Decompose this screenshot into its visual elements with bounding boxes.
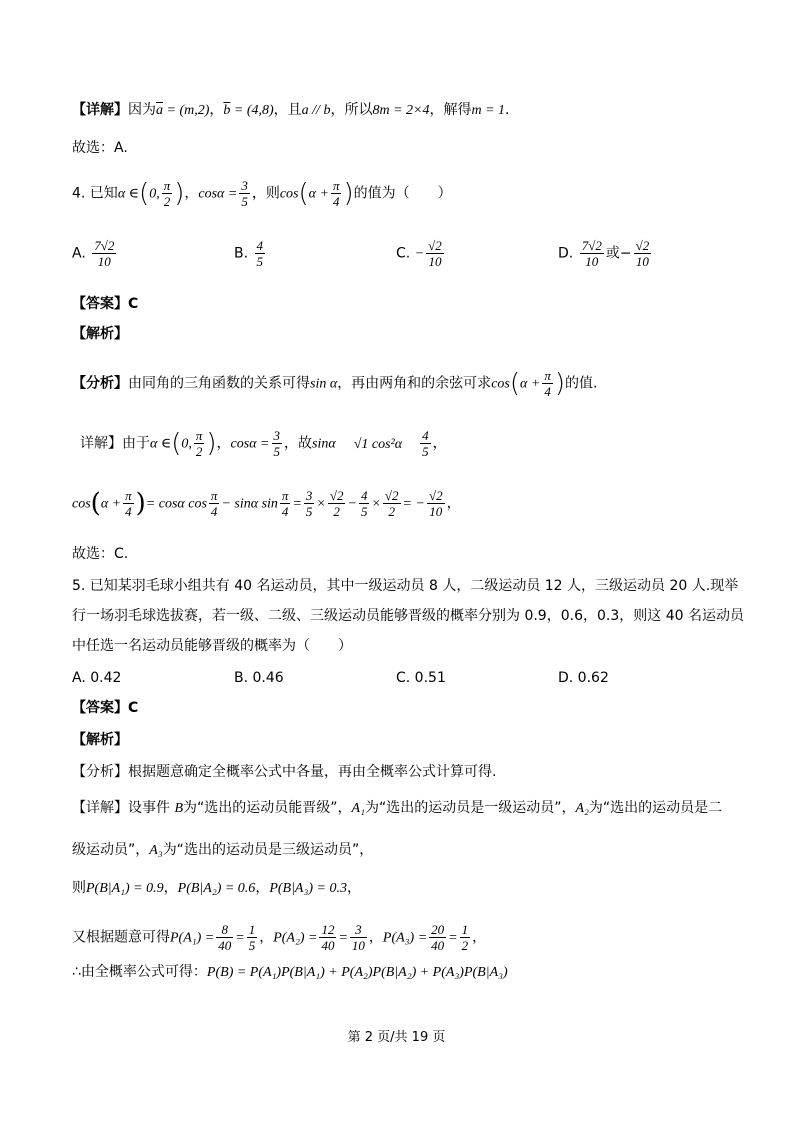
formula: P(B) = P(A₁)P(B|A₁) + P(A₂)P(B|A₂) + P(A₃)P(B|A₃) [206, 965, 508, 980]
fraction [280, 488, 291, 519]
numerator: π [163, 178, 171, 193]
denominator: 40 [431, 938, 445, 953]
denominator: 5 [305, 504, 313, 519]
q4-detail [80, 428, 447, 459]
math: B [174, 801, 184, 816]
numerator: √2 [428, 238, 442, 253]
option-label: D. [558, 245, 574, 262]
q3-choice: 故选：A. [72, 140, 128, 156]
denominator: 2 [461, 938, 469, 953]
numerator: π [195, 428, 203, 443]
detail-label: 【详解】 [72, 102, 128, 118]
numerator: π [332, 178, 340, 193]
numerator: 3 [241, 178, 248, 193]
paren-left: ( [298, 178, 309, 209]
sep: ， [255, 880, 270, 896]
math: A₃ [149, 843, 163, 858]
text: ，且 [273, 102, 302, 118]
parallel-expr: a // b [301, 103, 331, 118]
denominator: 10 [635, 254, 649, 269]
math: α + [308, 186, 329, 202]
q4-answer: 【答案】C [72, 296, 139, 312]
math: × [316, 496, 326, 512]
fraction [272, 428, 283, 459]
fraction [216, 922, 233, 953]
text: ∴由全概率公式可得： [72, 964, 207, 980]
math: cos [491, 376, 510, 392]
q4-stem [72, 178, 452, 209]
paren-left: ( [171, 428, 182, 459]
text: 或− [605, 245, 632, 262]
q5-detail-line-4 [72, 922, 486, 953]
math: α + [100, 496, 122, 512]
q5-stem-line-3: 中任选一名运动员能够晋级的概率为（ ） [72, 638, 352, 654]
math: = − [402, 496, 425, 512]
fraction [580, 238, 604, 269]
fraction [328, 488, 346, 519]
denominator: 4 [332, 194, 340, 209]
sep: ， [368, 929, 383, 946]
denominator: 4 [281, 504, 289, 519]
numerator: 4 [256, 238, 264, 253]
denominator: 2 [388, 504, 395, 519]
fraction [123, 488, 134, 519]
text: 由同角的三角函数的关系可得 [128, 375, 310, 392]
text: ，再由两角和的余弦可求 [337, 375, 492, 392]
result: m = 1 [471, 103, 506, 118]
fraction [429, 922, 446, 953]
q4-option-d [558, 238, 653, 269]
text: ，则 [251, 185, 280, 202]
fraction [426, 238, 444, 269]
numerator: 7√2 [581, 238, 602, 253]
text: ，所以 [330, 102, 373, 118]
q5-option-c: C. 0.51 [396, 670, 446, 686]
fraction [542, 368, 553, 399]
option-label: A. [72, 245, 86, 262]
q4-choice: 故选：C. [72, 546, 129, 562]
denominator: 2 [333, 504, 340, 519]
fraction [209, 488, 220, 519]
option-label: B. [234, 245, 249, 262]
denominator: 5 [422, 444, 429, 459]
fraction [304, 488, 315, 519]
math: = [235, 930, 245, 946]
sign: − [414, 246, 425, 262]
q3-detail-line [72, 100, 509, 121]
denominator: 4 [125, 504, 132, 519]
math: − sinα sin [221, 496, 278, 512]
q4-fenxi [72, 368, 597, 399]
sqrt-expr: √1 cos²α [353, 436, 403, 452]
q5-fenxi: 【分析】根据题意确定全概率公式中各量，再由全概率公式计算可得. [72, 764, 497, 780]
fraction [383, 488, 401, 519]
denominator: 5 [273, 444, 281, 459]
paren-right: ) [174, 178, 185, 209]
denominator: 4 [544, 384, 551, 399]
text: 为“选出的运动员是一级运动员”， [364, 800, 576, 816]
numerator: 1 [248, 922, 256, 937]
page-footer: 第 2 页/共 19 页 [347, 1030, 446, 1045]
fraction [247, 922, 258, 953]
text: 又根据题意可得 [72, 929, 170, 946]
q4-option-a [72, 238, 118, 269]
q5-detail-line-2 [72, 840, 373, 861]
denominator: 10 [585, 254, 599, 269]
paren-right: ) [554, 368, 565, 399]
numerator: 3 [350, 922, 367, 938]
math: sin α [310, 376, 338, 392]
denominator: 5 [360, 504, 368, 519]
numerator: π [210, 488, 218, 503]
math: P(B|A₃) = 0.3 [269, 881, 347, 896]
math: cosα = [198, 186, 238, 202]
fraction [239, 178, 250, 209]
numerator: π [281, 488, 289, 503]
numerator: 3 [305, 488, 313, 503]
paren-right: ) [135, 488, 146, 519]
sep: ， [163, 880, 178, 896]
denominator: 4 [210, 504, 218, 519]
math: sinα [312, 436, 336, 452]
text: 为“选出的运动员是二 [588, 800, 723, 816]
equation: 8m = 2×4 [372, 103, 430, 118]
numerator: 4 [422, 428, 429, 443]
fraction [359, 488, 370, 519]
fraction [350, 922, 367, 953]
math: α ∈ [150, 436, 172, 452]
math: P(A₂) = [273, 930, 318, 946]
text: ， [432, 435, 447, 452]
denominator: 5 [248, 938, 256, 953]
numerator: 4 [360, 488, 368, 503]
detail-label: 【详解】设事件 [72, 800, 175, 816]
text: 的值为（ ） [353, 185, 452, 202]
denominator: 5 [241, 194, 248, 209]
vector-a-value: = (m,2) [163, 103, 210, 118]
sep: ， [346, 880, 361, 896]
paren-left: ( [90, 488, 101, 519]
denominator: 10 [429, 504, 443, 519]
math: P(B|A₁) = 0.9 [86, 881, 164, 896]
sep: ， [259, 929, 274, 946]
math: = cosα cos [145, 496, 207, 512]
vector-b: $\overline{b}$ [223, 103, 231, 118]
math: α + [520, 376, 541, 392]
text: . [505, 102, 510, 118]
text: 的值. [564, 375, 598, 392]
q5-detail-line-5 [72, 962, 508, 983]
q5-detail-line-1 [72, 798, 722, 819]
math: 0, [181, 436, 192, 452]
q4-analysis-label: 【解析】 [72, 326, 128, 342]
text: ， [446, 495, 461, 512]
q5-stem-line-1: 5. 已知某羽毛球小组共有 40 名运动员，其中一级运动员 8 人，二级运动员 12 人，三级运动员 20 人.现举 [72, 578, 739, 594]
numerator: 7√2 [94, 238, 115, 253]
fraction [420, 428, 431, 459]
fraction [460, 922, 471, 953]
text: 则 [72, 880, 86, 896]
text: ，故 [284, 435, 313, 452]
text: 为“选出的运动员能晋级”， [183, 800, 352, 816]
denominator: 10 [351, 938, 365, 953]
math: = [448, 930, 458, 946]
fraction [634, 238, 652, 269]
denominator: 5 [256, 254, 264, 269]
numerator: 3 [273, 428, 281, 443]
q4-equation [72, 488, 461, 519]
option-label: C. [396, 245, 411, 262]
numerator: 1 [461, 922, 469, 937]
fraction [194, 428, 205, 459]
denominator: 2 [163, 194, 171, 209]
numerator: π [544, 368, 551, 383]
math: A₂ [575, 801, 589, 816]
numerator: π [125, 488, 132, 503]
vector-a: $\overline{a}$ [156, 103, 163, 118]
denominator: 10 [428, 254, 442, 269]
paren-left: ( [509, 368, 521, 399]
fraction [255, 238, 266, 269]
sep: ， [184, 185, 199, 202]
fenxi-label: 【分析】 [72, 375, 128, 392]
numerator: 20 [431, 922, 445, 937]
paren-right: ) [206, 428, 217, 459]
numerator: 8 [216, 922, 233, 938]
math: cosα = [230, 436, 270, 452]
q4-option-c [396, 238, 446, 269]
math: P(B|A₂) = 0.6 [177, 881, 256, 896]
detail-label: 详解】由于 [80, 435, 150, 452]
paren-right: ) [343, 178, 354, 209]
math: × [371, 496, 381, 512]
math: cos [72, 496, 91, 512]
numerator: √2 [384, 488, 399, 503]
q5-analysis-label: 【解析】 [72, 732, 128, 748]
numerator: √2 [635, 238, 650, 253]
denominator: 2 [195, 444, 203, 459]
fraction [92, 238, 116, 269]
text: ，解得 [429, 102, 472, 118]
numerator: 12 [321, 922, 335, 937]
fraction [427, 488, 445, 519]
denominator: 10 [97, 254, 111, 269]
fraction [319, 922, 336, 953]
denominator: 40 [218, 938, 232, 953]
paren-left: ( [139, 178, 150, 209]
text: 为“选出的运动员是三级运动员”， [162, 842, 374, 858]
sep: ， [472, 929, 487, 946]
text: 因为 [128, 102, 156, 118]
vector-b-value: = (4,8) [230, 103, 274, 118]
q5-option-a: A. 0.42 [72, 670, 122, 686]
math: − [347, 496, 357, 512]
math: P(A₃) = [382, 930, 428, 946]
math: A₁ [351, 801, 365, 816]
fraction [162, 178, 173, 209]
q4-option-b [234, 238, 267, 269]
q5-answer: 【答案】C [72, 700, 139, 716]
math: α ∈ [117, 186, 140, 202]
math: = [292, 496, 302, 512]
numerator: √2 [329, 488, 344, 503]
math: cos [279, 186, 299, 202]
numerator: √2 [428, 488, 443, 503]
q5-option-b: B. 0.46 [234, 670, 284, 686]
denominator: 40 [321, 938, 335, 953]
math: 0, [149, 186, 160, 202]
sep: ， [216, 435, 231, 452]
fraction [331, 178, 342, 209]
text: 级运动员”， [72, 842, 150, 858]
sep: ， [209, 102, 224, 118]
math: P(A₁) = [170, 930, 215, 946]
q5-option-d: D. 0.62 [558, 670, 609, 686]
q5-stem-line-2: 行一场羽毛球选拔赛，若一级、二级、三级运动员能够晋级的概率分别为 0.9，0.6，0.3，则这 40 名运动员 [72, 608, 744, 624]
q5-detail-line-3 [72, 878, 361, 899]
q4-number: 4. 已知 [72, 185, 118, 202]
math: = [338, 930, 348, 946]
